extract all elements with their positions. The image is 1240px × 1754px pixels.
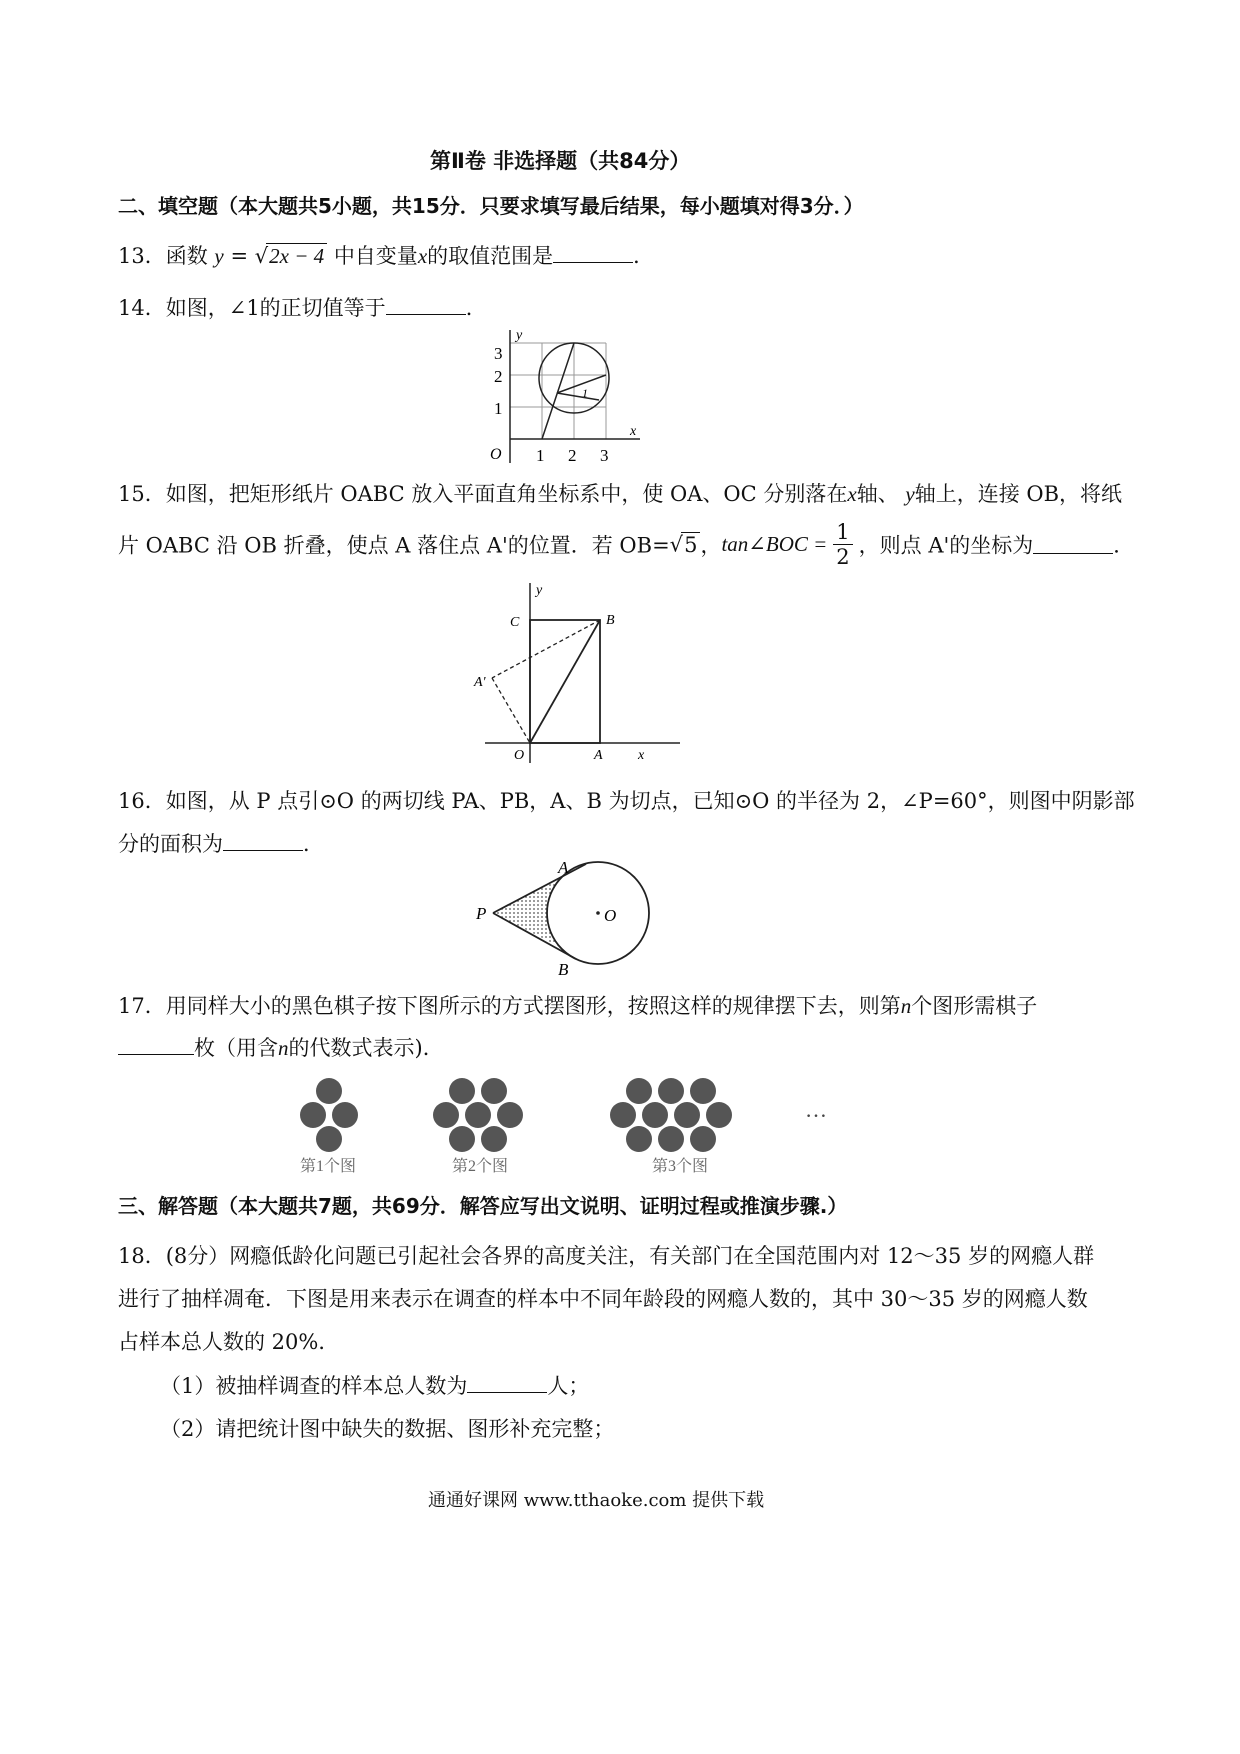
q15-text: 15．如图，把矩形纸片 OABC 放入平面直角坐标系中，使 OA、OC 分别落在	[118, 482, 848, 506]
question-16-line1: 16．如图，从 P 点引⊙O 的两切线 PA、PB，A、B 为切点，已知⊙O 的半径为 2，∠P=60°，则图中阴影部	[118, 789, 1135, 813]
answer-blank	[1033, 535, 1113, 554]
chess-stone	[497, 1102, 523, 1128]
q17-figure	[290, 1075, 850, 1180]
chess-stone	[642, 1102, 668, 1128]
section-title: 第Ⅱ卷 非选择题（共84分）	[430, 149, 691, 173]
q17-text: 17．用同样大小的黑色棋子按下图所示的方式摆图形，按照这样的规律摆下去，则第	[118, 994, 901, 1018]
q15-tan: tan∠BOC =	[721, 532, 828, 556]
angle-label: 1	[582, 386, 588, 400]
point-B-label: B	[606, 613, 615, 628]
question-14	[118, 292, 487, 322]
footer: 通通好课网 www.tthaoke.com 提供下载	[428, 1490, 765, 1511]
q13-y: y	[214, 244, 224, 268]
chess-stone	[690, 1078, 716, 1104]
question-18-line3: 占样本总人数的 20%．	[118, 1330, 340, 1354]
q15-figure	[470, 578, 685, 768]
chess-stone	[626, 1078, 652, 1104]
answer-blank	[386, 296, 466, 315]
x-tick: 2	[568, 446, 577, 465]
answer-blank	[467, 1374, 547, 1393]
question-15-line2	[118, 520, 1134, 569]
chord-line	[557, 393, 599, 400]
q17-n: n	[900, 994, 912, 1018]
answer-blank	[118, 1036, 194, 1055]
chess-stone	[658, 1078, 684, 1104]
question-18-sub1	[160, 1370, 589, 1400]
fraction	[833, 520, 852, 569]
q15-sqrt: 5	[681, 532, 700, 557]
q14-end: ．	[465, 296, 487, 320]
point-O-label: O	[514, 748, 525, 763]
q14-text: 14．如图，∠1的正切值等于	[118, 296, 386, 320]
y-tick: 1	[494, 399, 503, 418]
sqrt-sign: √	[669, 532, 684, 557]
x-tick: 3	[600, 446, 609, 465]
question-18-sub2: （2）请把统计图中缺失的数据、图形补充完整；	[160, 1417, 615, 1441]
question-18-line2: 进行了抽样凋奄．下图是用来表示在调查的样本中不同年龄段的网瘾人数的，其中 30～35 岁的网瘾人数	[118, 1287, 1088, 1311]
chess-stone	[481, 1126, 507, 1152]
q15-text: 轴、	[856, 482, 899, 506]
q15-sep: ，	[700, 533, 722, 558]
chess-stone	[610, 1102, 636, 1128]
q15-x: x	[847, 482, 857, 506]
q16-figure	[468, 855, 678, 985]
q13-post: 中自变量	[333, 244, 418, 268]
chess-stone	[332, 1102, 358, 1128]
chess-stone	[300, 1102, 326, 1128]
q13-pre: 函数	[165, 244, 208, 268]
q15-text: 片 OABC 沿 OB 折叠，使点 A 落住点 A'的位置．若 OB=	[118, 533, 670, 558]
chess-stone	[706, 1102, 732, 1128]
chess-stone	[449, 1126, 475, 1152]
part2-header: 二、填空题（本大题共5小题，共15分．只要求填写最后结果，每小题填对得3分．）	[118, 194, 864, 218]
point-O-label: O	[604, 906, 617, 925]
y-axis-label: y	[536, 583, 543, 598]
point-A1-label: A'	[474, 675, 486, 690]
q18-sub1-text: （1）被抽样调查的样本总人数为	[160, 1374, 468, 1398]
x-axis-label: x	[630, 424, 637, 439]
point-A-label: A	[558, 858, 569, 877]
question-13	[118, 240, 654, 270]
q17-text: 的代数式表示)．	[288, 1036, 444, 1060]
center-point	[596, 911, 600, 915]
chess-stone	[316, 1126, 342, 1152]
q13-end: ．	[633, 244, 655, 268]
diagonal-OB	[530, 620, 600, 743]
y-tick: 2	[494, 367, 503, 386]
question-16-line2	[118, 828, 324, 858]
answer-blank	[223, 832, 303, 851]
point-C-label: C	[510, 615, 520, 630]
chess-stone	[626, 1126, 652, 1152]
q15-text: 轴上，连接 OB，将纸	[914, 482, 1123, 506]
q16-text: 分的面积为	[118, 832, 223, 856]
q13-radical: 2x − 4	[266, 243, 327, 269]
chess-stone	[658, 1126, 684, 1152]
caption: 第2个图	[452, 1158, 509, 1175]
fold-line	[492, 678, 530, 743]
q13-eq: =	[230, 244, 249, 268]
question-15-line1	[118, 478, 1122, 508]
q17-n: n	[278, 1036, 289, 1060]
q17-text: 枚（用含	[194, 1036, 278, 1060]
q18-sub1-text: 人；	[547, 1374, 590, 1398]
answer-blank	[553, 244, 633, 263]
y-tick: 3	[494, 344, 503, 363]
pattern-3	[610, 1078, 732, 1152]
q13-x: x	[417, 244, 428, 268]
pattern-2	[433, 1078, 523, 1152]
point-A-label: A	[594, 748, 603, 763]
q16-end: ．	[303, 832, 324, 856]
chess-stone	[465, 1102, 491, 1128]
q14-figure	[480, 325, 650, 470]
chord-line	[542, 343, 574, 439]
q17-text: 个图形需棋子	[911, 994, 1038, 1018]
chess-stone	[449, 1078, 475, 1104]
chess-stone	[690, 1126, 716, 1152]
q15-y: y	[905, 482, 915, 506]
y-axis-label: y	[516, 328, 523, 343]
point-P-label: P	[476, 904, 487, 923]
q15-text: ，则点 A'的坐标为	[858, 533, 1034, 558]
numerator: 1	[833, 520, 852, 545]
x-axis-label: x	[638, 748, 645, 763]
q15-end: ．	[1113, 533, 1135, 558]
ellipsis: …	[805, 1097, 827, 1122]
pattern-1	[300, 1078, 358, 1152]
chess-stone	[433, 1102, 459, 1128]
part3-header: 三、解答题（本大题共7题，共69分．解答应写出文说明、证明过程或推演步骤.）	[118, 1194, 848, 1218]
chess-stone	[316, 1078, 342, 1104]
question-17-line2	[118, 1032, 444, 1062]
q13-post2: 的取值范围是	[427, 244, 554, 268]
sqrt-sign: √	[254, 244, 269, 268]
x-tick: 1	[536, 446, 545, 465]
point-B-label: B	[558, 960, 569, 979]
chess-stone	[674, 1102, 700, 1128]
question-18-line1: 18．(8分）网瘾低龄化问题已引起社会各界的高度关注，有关部门在全国范围内对 12～35 岁的网瘾人群	[118, 1244, 1095, 1268]
origin-label: O	[490, 446, 502, 463]
question-17-line1	[118, 990, 1037, 1020]
denominator: 2	[836, 545, 850, 569]
q13-number: 13．	[118, 244, 166, 268]
chess-stone	[481, 1078, 507, 1104]
caption: 第3个图	[652, 1158, 709, 1175]
caption: 第1个图	[300, 1158, 357, 1175]
